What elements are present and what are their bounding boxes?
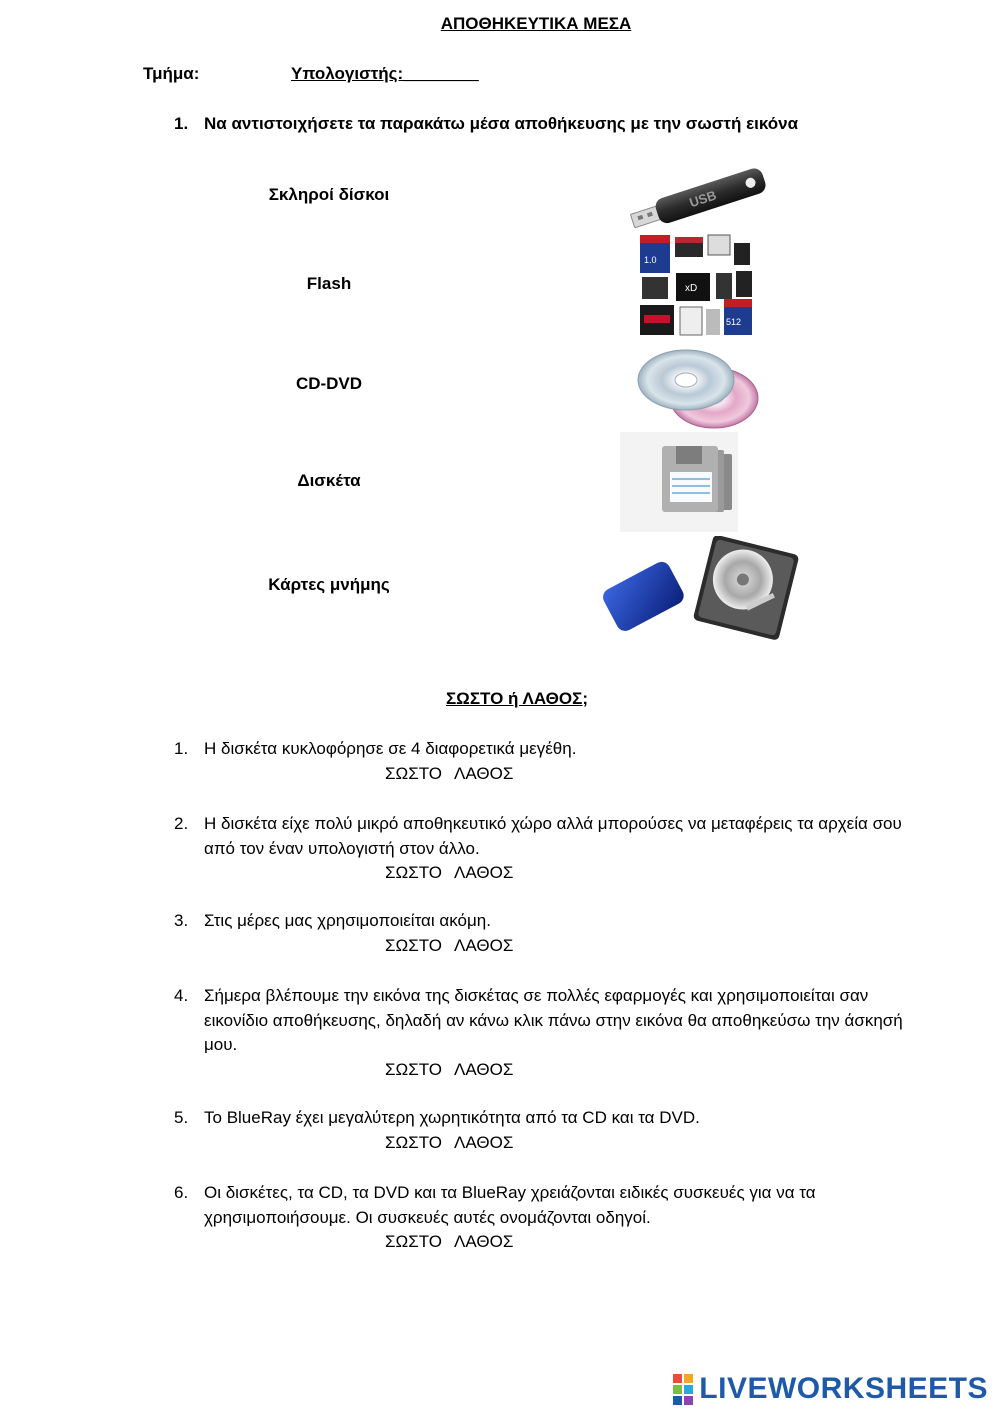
question-1 bbox=[174, 114, 798, 134]
false-option[interactable]: ΛΑΘΟΣ bbox=[454, 863, 514, 882]
logo-text: LIVEWORKSHEETS bbox=[699, 1372, 988, 1405]
svg-text:512: 512 bbox=[726, 317, 742, 327]
svg-text:1.0: 1.0 bbox=[644, 255, 657, 265]
tf-question-text: Η δισκέτα κυκλοφόρησε σε 4 διαφορετικά μεγέθη. bbox=[204, 739, 577, 758]
tf-question-text: Η δισκέτα είχε πολύ μικρό αποθηκευτικό χώρο αλλά μπορούσες να μεταφέρεις τα αρχεία σου από τον έναν υπολογιστή στον άλλο. bbox=[204, 814, 902, 858]
true-option[interactable]: ΣΩΣΤΟ bbox=[385, 1232, 443, 1251]
tf-question-number: 6. bbox=[174, 1183, 189, 1202]
usb-drive-image[interactable] bbox=[622, 160, 772, 232]
false-option[interactable]: ΛΑΘΟΣ bbox=[454, 1059, 514, 1079]
false-option[interactable]: ΛΑΘΟΣ bbox=[454, 1232, 514, 1251]
tf-question-text: Στις μέρες μας χρησιμοποιείται ακόμη. bbox=[204, 911, 491, 930]
false-option[interactable]: ΛΑΘΟΣ bbox=[454, 763, 514, 783]
tf-question-number: 5. bbox=[174, 1108, 189, 1127]
question-1-text: Να αντιστοιχήσετε τα παρακάτω μέσα αποθήκευσης με την σωστή εικόνα bbox=[204, 114, 799, 133]
match-item-memory-cards[interactable]: Κάρτες μνήμης bbox=[268, 575, 390, 594]
true-option[interactable]: ΣΩΣΤΟ bbox=[385, 935, 443, 955]
hard-drives-image[interactable] bbox=[598, 536, 800, 640]
tf-answer-options bbox=[385, 1058, 934, 1083]
floppy-disks-image[interactable] bbox=[620, 432, 738, 532]
false-option[interactable]: ΛΑΘΟΣ bbox=[454, 1132, 514, 1152]
match-item-hard-disks[interactable]: Σκληροί δίσκοι bbox=[268, 185, 390, 204]
tf-question bbox=[174, 909, 934, 958]
true-option[interactable]: ΣΩΣΤΟ bbox=[385, 1059, 443, 1079]
tf-question bbox=[174, 984, 934, 1082]
tf-question-text: Οι δισκέτες, τα CD, τα DVD και τα BlueRay χρειάζονται ειδικές συσκευές για να τα χρησιμοποιήσουμε. Οι συσκευές αυτές ονομάζονται οδηγοί. bbox=[204, 1183, 816, 1227]
tf-answer-options bbox=[385, 861, 934, 886]
tf-question bbox=[174, 1181, 934, 1255]
tf-question-number: 4. bbox=[174, 986, 189, 1005]
computer-label: Υπολογιστής:________ bbox=[291, 64, 479, 83]
svg-text:USB: USB bbox=[687, 187, 719, 211]
match-item-floppy[interactable]: Δισκέτα bbox=[297, 471, 361, 490]
department-label: Τμήμα: bbox=[143, 64, 200, 83]
true-false-title: ΣΩΣΤΟ ή ΛΑΘΟΣ; bbox=[445, 689, 588, 708]
tf-question bbox=[174, 737, 934, 786]
memory-cards-image[interactable] bbox=[638, 233, 756, 338]
true-option[interactable]: ΣΩΣΤΟ bbox=[385, 763, 443, 783]
tf-question-number: 1. bbox=[174, 739, 189, 758]
tf-answer-options bbox=[385, 1230, 934, 1255]
false-option[interactable]: ΛΑΘΟΣ bbox=[454, 935, 514, 955]
tf-question-text: Σήμερα βλέπουμε την εικόνα της δισκέτας σε πολλές εφαρμογές και χρησιμοποιείται σαν εικονίδιο αποθήκευσης, δηλαδή αν κάνω κλικ πάνω στην εικόνα θα αποθηκεύσω την άσκησή μου. bbox=[204, 986, 903, 1054]
cd-dvd-image[interactable] bbox=[636, 348, 760, 432]
match-item-cd-dvd[interactable]: CD-DVD bbox=[295, 374, 363, 393]
match-item-flash[interactable]: Flash bbox=[306, 274, 352, 293]
tf-question-number: 2. bbox=[174, 814, 189, 833]
tf-question-text: Το BlueRay έχει μεγαλύτερη χωρητικότητα από τα CD και τα DVD. bbox=[204, 1108, 700, 1127]
tf-answer-options bbox=[385, 762, 934, 787]
liveworksheets-logo bbox=[673, 1372, 988, 1406]
true-option[interactable]: ΣΩΣΤΟ bbox=[385, 863, 443, 882]
tf-question bbox=[174, 812, 934, 886]
tf-question bbox=[174, 1106, 934, 1155]
tf-answer-options bbox=[385, 1131, 934, 1156]
tf-question-number: 3. bbox=[174, 911, 189, 930]
question-1-number: 1. bbox=[174, 114, 189, 133]
logo-icon bbox=[673, 1374, 693, 1405]
true-option[interactable]: ΣΩΣΤΟ bbox=[385, 1132, 443, 1152]
page-title: ΑΠΟΘΗΚΕΥΤΙΚΑ ΜΕΣΑ bbox=[440, 14, 632, 33]
svg-text:xD: xD bbox=[685, 283, 698, 294]
tf-answer-options bbox=[385, 934, 934, 959]
